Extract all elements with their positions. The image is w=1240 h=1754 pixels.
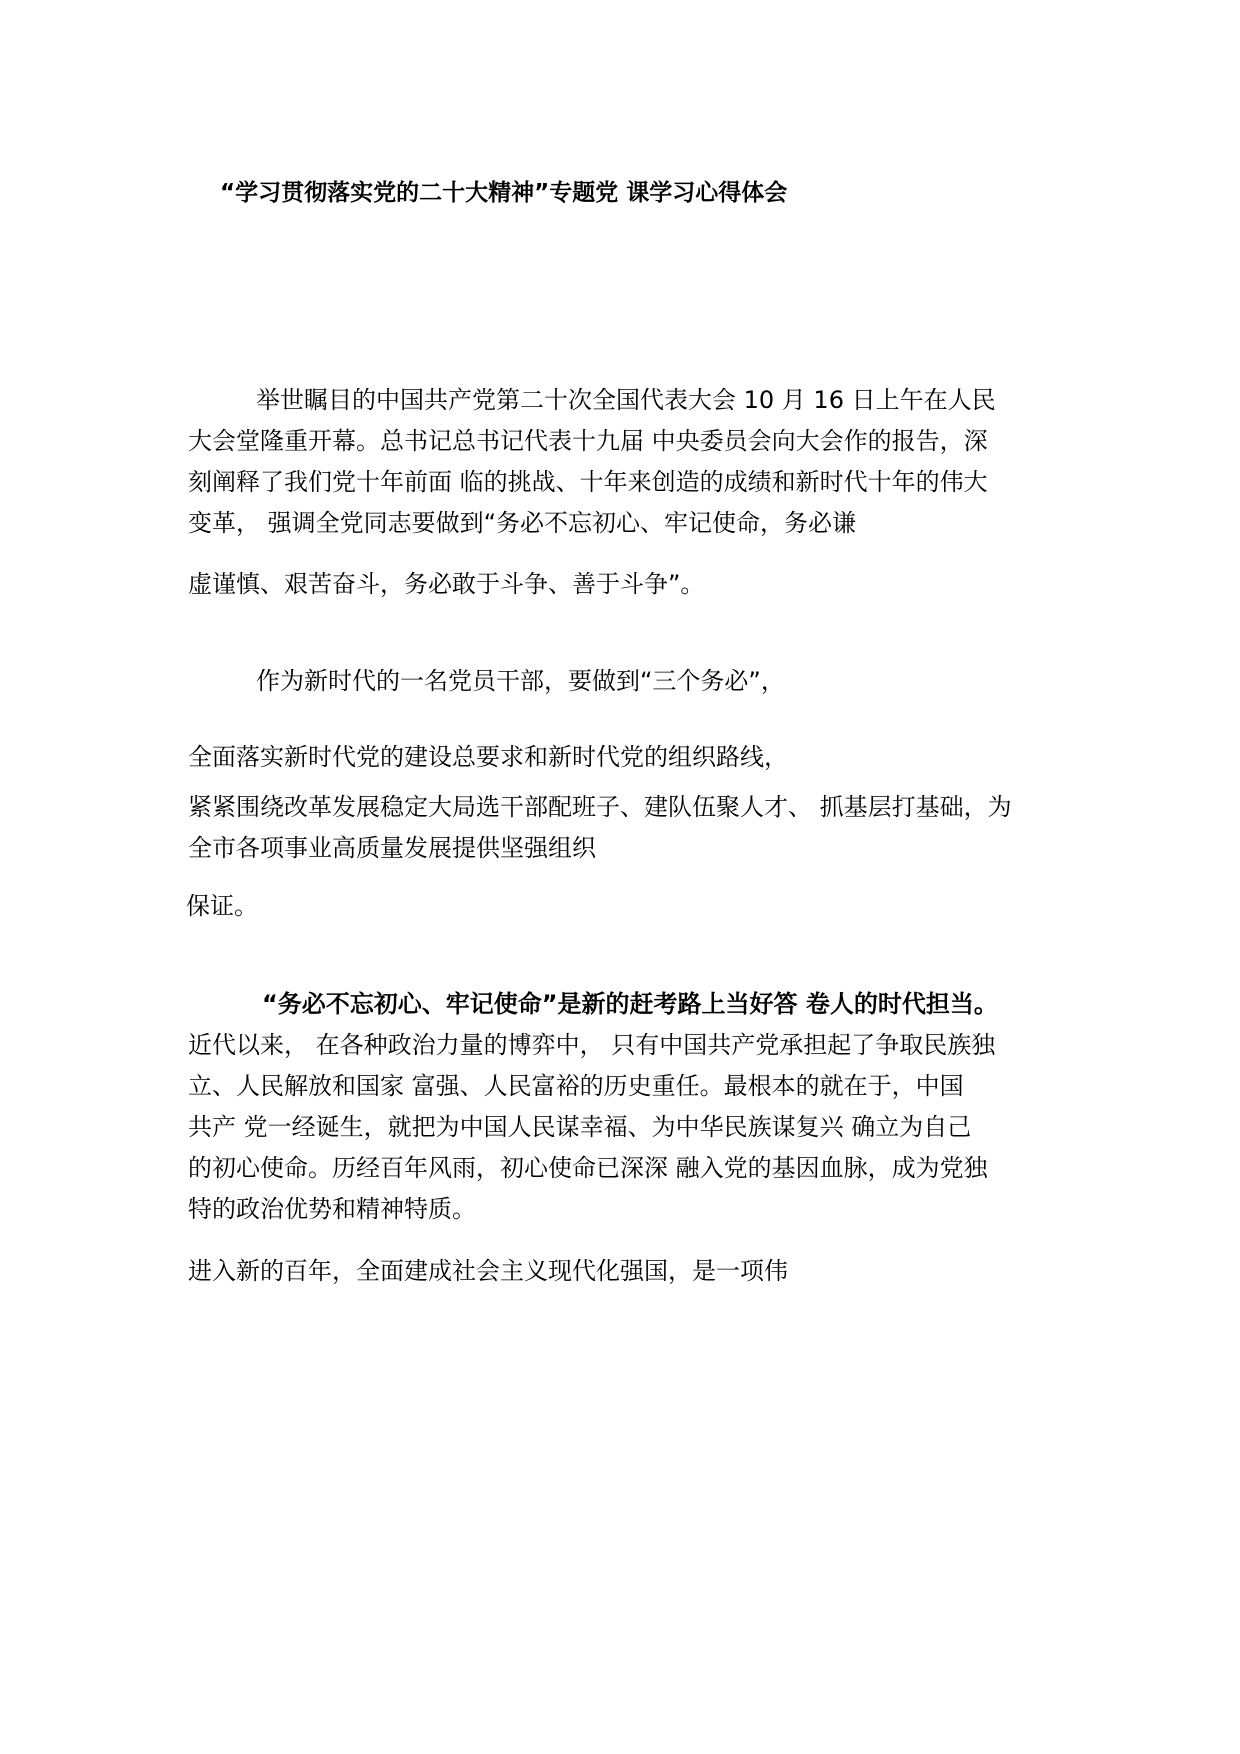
paragraph-1-line-2: 大会堂隆重开幕。总书记总书记代表十九届 中央委员会向大会作的报告，深	[188, 427, 988, 455]
paragraph-1-line-4: 变革， 强调全党同志要做到“务必不忘初心、牢记使命，务必谦	[188, 509, 857, 537]
paragraph-1-line-1: 举世瞩目的中国共产党第二十次全国代表大会 10 月 16 日上午在人民	[256, 386, 996, 414]
paragraph-4-line-2: 紧紧围绕改革发展稳定大局选干部配班子、建队伍聚人才、 抓基层打基础，为	[188, 793, 1012, 821]
paragraph-4-line-1: 全面落实新时代党的建设总要求和新时代党的组织路线，	[188, 743, 788, 771]
paragraph-6-line-3: 共产 党一经诞生，就把为中国人民谋幸福、为中华民族谋复兴 确立为自己	[188, 1113, 972, 1141]
paragraph-7-line-1: 进入新的百年，全面建成社会主义现代化强国，是一项伟	[188, 1257, 788, 1285]
paragraph-1-line-3: 刻阐释了我们党十年前面 临的挑战、十年来创造的成绩和新时代十年的伟大	[188, 468, 988, 496]
paragraph-4-line-3: 全市各项事业高质量发展提供坚强组织	[188, 834, 596, 862]
paragraph-6-line-5: 特的政治优势和精神特质。	[188, 1195, 476, 1223]
paragraph-2-line-1: 虚谨慎、艰苦奋斗，务必敢于斗争、善于斗争”。	[188, 570, 705, 598]
paragraph-6-line-2: 立、人民解放和国家 富强、人民富裕的历史重任。最根本的就在于，中国	[188, 1072, 964, 1100]
paragraph-6-line-1: 近代以来， 在各种政治力量的博弈中， 只有中国共产党承担起了争取民族独	[188, 1031, 996, 1059]
paragraph-6-heading: “务必不忘初心、牢记使命”是新的赶考路上当好答 卷人的时代担当。	[262, 990, 998, 1018]
document-title: “学习贯彻落实党的二十大精神”专题党 课学习心得体会	[220, 180, 788, 206]
paragraph-6-line-4: 的初心使命。历经百年风雨，初心使命已深深 融入党的基因血脉，成为党独	[188, 1154, 988, 1182]
paragraph-3-line-1: 作为新时代的一名党员干部，要做到“三个务必”，	[256, 667, 785, 695]
paragraph-5-line-1: 保证。	[186, 892, 258, 920]
